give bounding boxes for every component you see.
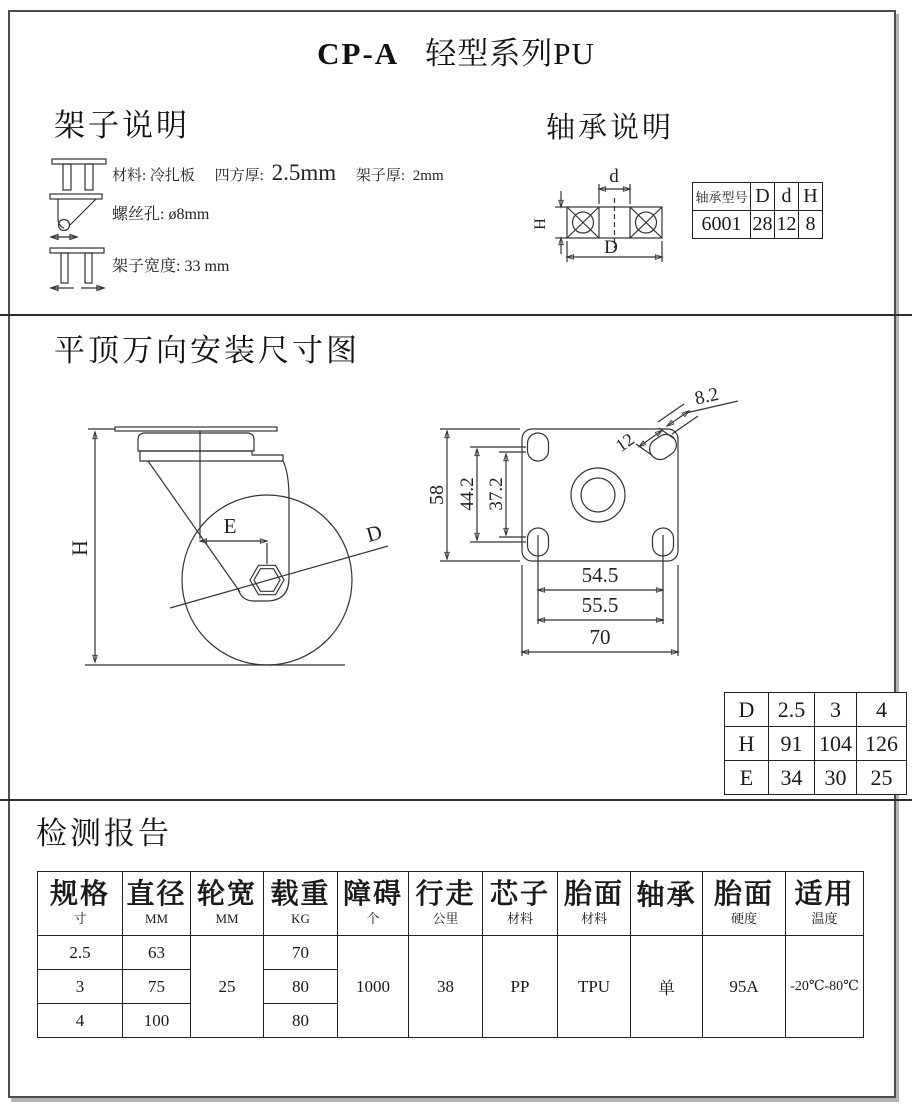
plate-dim-70-label: 70 bbox=[589, 625, 611, 649]
report-col-wheel-width bbox=[191, 872, 264, 936]
frame-front-view-icon bbox=[48, 246, 108, 302]
bearing-dim-D bbox=[567, 237, 662, 262]
col-main-label: 载重 bbox=[270, 879, 331, 911]
bearing-type-cell: 单 bbox=[631, 936, 703, 1038]
report-col-diameter bbox=[123, 872, 191, 936]
square-thickness-value: 2.5mm bbox=[271, 160, 337, 185]
col-main-label: 芯子 bbox=[489, 879, 550, 911]
dhe-E-value: 30 bbox=[815, 761, 857, 795]
report-col-tread-material bbox=[558, 872, 631, 936]
col-sub-label: MM bbox=[144, 911, 169, 927]
dhe-E-value: 34 bbox=[769, 761, 815, 795]
plate-dim-55-5-label: 55.5 bbox=[581, 593, 619, 617]
obstacle-cell: 1000 bbox=[338, 936, 409, 1038]
bearing-drawing bbox=[533, 160, 667, 272]
report-col-hardness bbox=[703, 872, 786, 936]
plate-dim-12-label: 12 bbox=[611, 429, 638, 456]
dhe-E-value: 25 bbox=[857, 761, 907, 795]
report-col-temperature bbox=[786, 872, 864, 936]
side-dim-H-label: H bbox=[67, 540, 92, 556]
report-section-heading: 检测报告 bbox=[36, 816, 172, 851]
col-sub-label: 硬度 bbox=[730, 911, 757, 927]
col-sub-label: KG bbox=[291, 911, 310, 927]
dhe-row-E bbox=[725, 761, 907, 795]
report-col-load bbox=[264, 872, 338, 936]
col-main-label: 适用 bbox=[794, 879, 855, 911]
dhe-D-value: 2.5 bbox=[769, 693, 815, 727]
wheel-width-cell: 25 bbox=[191, 936, 264, 1038]
bearing-d-value: 12 bbox=[775, 211, 799, 239]
frame-width-note: 架子宽度: 33 mm bbox=[112, 258, 230, 275]
plate-dim-8-2-label: 8.2 bbox=[692, 383, 721, 410]
square-thickness-label: 四方厚: bbox=[214, 168, 264, 184]
report-col-core bbox=[483, 872, 558, 936]
bearing-H-value: 8 bbox=[799, 211, 823, 239]
col-main-label: 轴承 bbox=[636, 879, 697, 911]
bearing-col-d: d bbox=[775, 183, 799, 211]
dhe-size-table bbox=[724, 692, 907, 795]
bearing-dim-H bbox=[532, 191, 567, 254]
frame-section-heading: 架子说明 bbox=[54, 108, 190, 143]
col-sub-label: 材料 bbox=[506, 911, 533, 927]
col-sub-label bbox=[631, 912, 702, 926]
col-main-label: 轮宽 bbox=[196, 879, 257, 911]
frame-thickness-label: 架子厚: bbox=[355, 168, 406, 184]
col-main-label: 胎面 bbox=[563, 879, 624, 911]
side-dim-E-label: E bbox=[223, 514, 237, 538]
section-divider-1 bbox=[0, 314, 912, 316]
bearing-col-D: D bbox=[751, 183, 775, 211]
side-dim-D bbox=[170, 520, 388, 608]
col-main-label: 规格 bbox=[49, 879, 110, 911]
col-sub-label: 个 bbox=[366, 911, 380, 927]
bearing-spec-table bbox=[692, 182, 823, 239]
bearing-model-value: 6001 bbox=[693, 211, 751, 239]
col-sub-label: 寸 bbox=[73, 911, 87, 927]
col-main-label: 直径 bbox=[126, 879, 187, 911]
caster-side-view-drawing bbox=[67, 398, 400, 688]
dhe-label-H: H bbox=[725, 727, 769, 761]
material-text: 材料: 冷扎板 bbox=[112, 168, 195, 184]
frame-side-view-icon bbox=[46, 192, 110, 246]
col-sub-label: MM bbox=[215, 911, 239, 927]
plate-dim-37-2-label: 37.2 bbox=[486, 477, 507, 511]
col-sub-label: 温度 bbox=[811, 911, 838, 927]
report-header-row bbox=[38, 872, 864, 936]
report-col-obstacle bbox=[338, 872, 409, 936]
plate-dim-44-2-label: 44.2 bbox=[457, 477, 478, 511]
report-col-bearing bbox=[631, 872, 703, 936]
diameter-cell: 100 bbox=[123, 1004, 191, 1038]
frame-thickness-value: 2mm bbox=[412, 168, 444, 184]
plate-dim-54-5-label: 54.5 bbox=[581, 563, 619, 587]
core-material-cell: PP bbox=[483, 936, 558, 1038]
bearing-col-H: H bbox=[799, 183, 823, 211]
spec-cell: 2.5 bbox=[38, 936, 123, 970]
side-dim-E bbox=[200, 514, 267, 541]
frame-screw-note: 螺丝孔: ø8mm bbox=[112, 206, 210, 223]
dhe-D-value: 4 bbox=[857, 693, 907, 727]
bearing-table-header-row bbox=[693, 183, 823, 211]
report-col-distance bbox=[409, 872, 483, 936]
bearing-model-header: 轴承型号 bbox=[693, 183, 751, 211]
dhe-label-E: E bbox=[725, 761, 769, 795]
plate-dim-58-label: 58 bbox=[426, 485, 448, 505]
section-divider-2 bbox=[0, 799, 912, 801]
bearing-dim-d-label: d bbox=[609, 166, 619, 187]
col-main-label: 行走 bbox=[415, 879, 476, 911]
col-main-label: 障碍 bbox=[342, 879, 403, 911]
load-cell: 80 bbox=[264, 970, 338, 1004]
plate-dim-37-2 bbox=[486, 452, 526, 537]
test-report-table bbox=[37, 871, 864, 1038]
col-main-label: 胎面 bbox=[713, 879, 774, 911]
bearing-table-value-row bbox=[693, 211, 823, 239]
col-sub-label: 公里 bbox=[432, 911, 459, 927]
frame-material-note bbox=[112, 160, 444, 186]
spec-cell: 4 bbox=[38, 1004, 123, 1038]
col-sub-label: 材料 bbox=[580, 911, 607, 927]
dhe-row-D bbox=[725, 693, 907, 727]
install-section-heading: 平顶万向安装尺寸图 bbox=[54, 333, 360, 368]
dhe-H-value: 126 bbox=[857, 727, 907, 761]
report-col-spec bbox=[38, 872, 123, 936]
diameter-cell: 63 bbox=[123, 936, 191, 970]
frame-top-view-icon bbox=[50, 156, 108, 196]
plate-dim-8-2 bbox=[658, 384, 738, 434]
dhe-label-D: D bbox=[725, 693, 769, 727]
model-code: CP-A bbox=[317, 36, 400, 71]
page-title bbox=[0, 28, 912, 73]
report-row-1 bbox=[38, 936, 864, 970]
bearing-dim-H-label: H bbox=[532, 218, 549, 230]
dhe-D-value: 3 bbox=[815, 693, 857, 727]
distance-cell: 38 bbox=[409, 936, 483, 1038]
spec-cell: 3 bbox=[38, 970, 123, 1004]
load-cell: 70 bbox=[264, 936, 338, 970]
plate-dim-12 bbox=[612, 428, 675, 456]
series-name: 轻型系列PU bbox=[425, 36, 595, 71]
caster-body bbox=[85, 427, 352, 665]
dhe-H-value: 91 bbox=[769, 727, 815, 761]
hardness-cell: 95A bbox=[703, 936, 786, 1038]
load-cell: 80 bbox=[264, 1004, 338, 1038]
bearing-dim-D-label: D bbox=[604, 237, 618, 258]
diameter-cell: 75 bbox=[123, 970, 191, 1004]
bearing-section-heading: 轴承说明 bbox=[546, 112, 675, 144]
dhe-row-H bbox=[725, 727, 907, 761]
side-dim-H bbox=[67, 429, 115, 662]
plate-outline bbox=[522, 429, 680, 561]
temperature-cell: -20℃-80℃ bbox=[786, 936, 864, 1038]
plate-top-view-drawing bbox=[420, 383, 740, 680]
bearing-D-value: 28 bbox=[751, 211, 775, 239]
side-dim-D-label: D bbox=[363, 519, 385, 547]
tread-material-cell: TPU bbox=[558, 936, 631, 1038]
dhe-H-value: 104 bbox=[815, 727, 857, 761]
